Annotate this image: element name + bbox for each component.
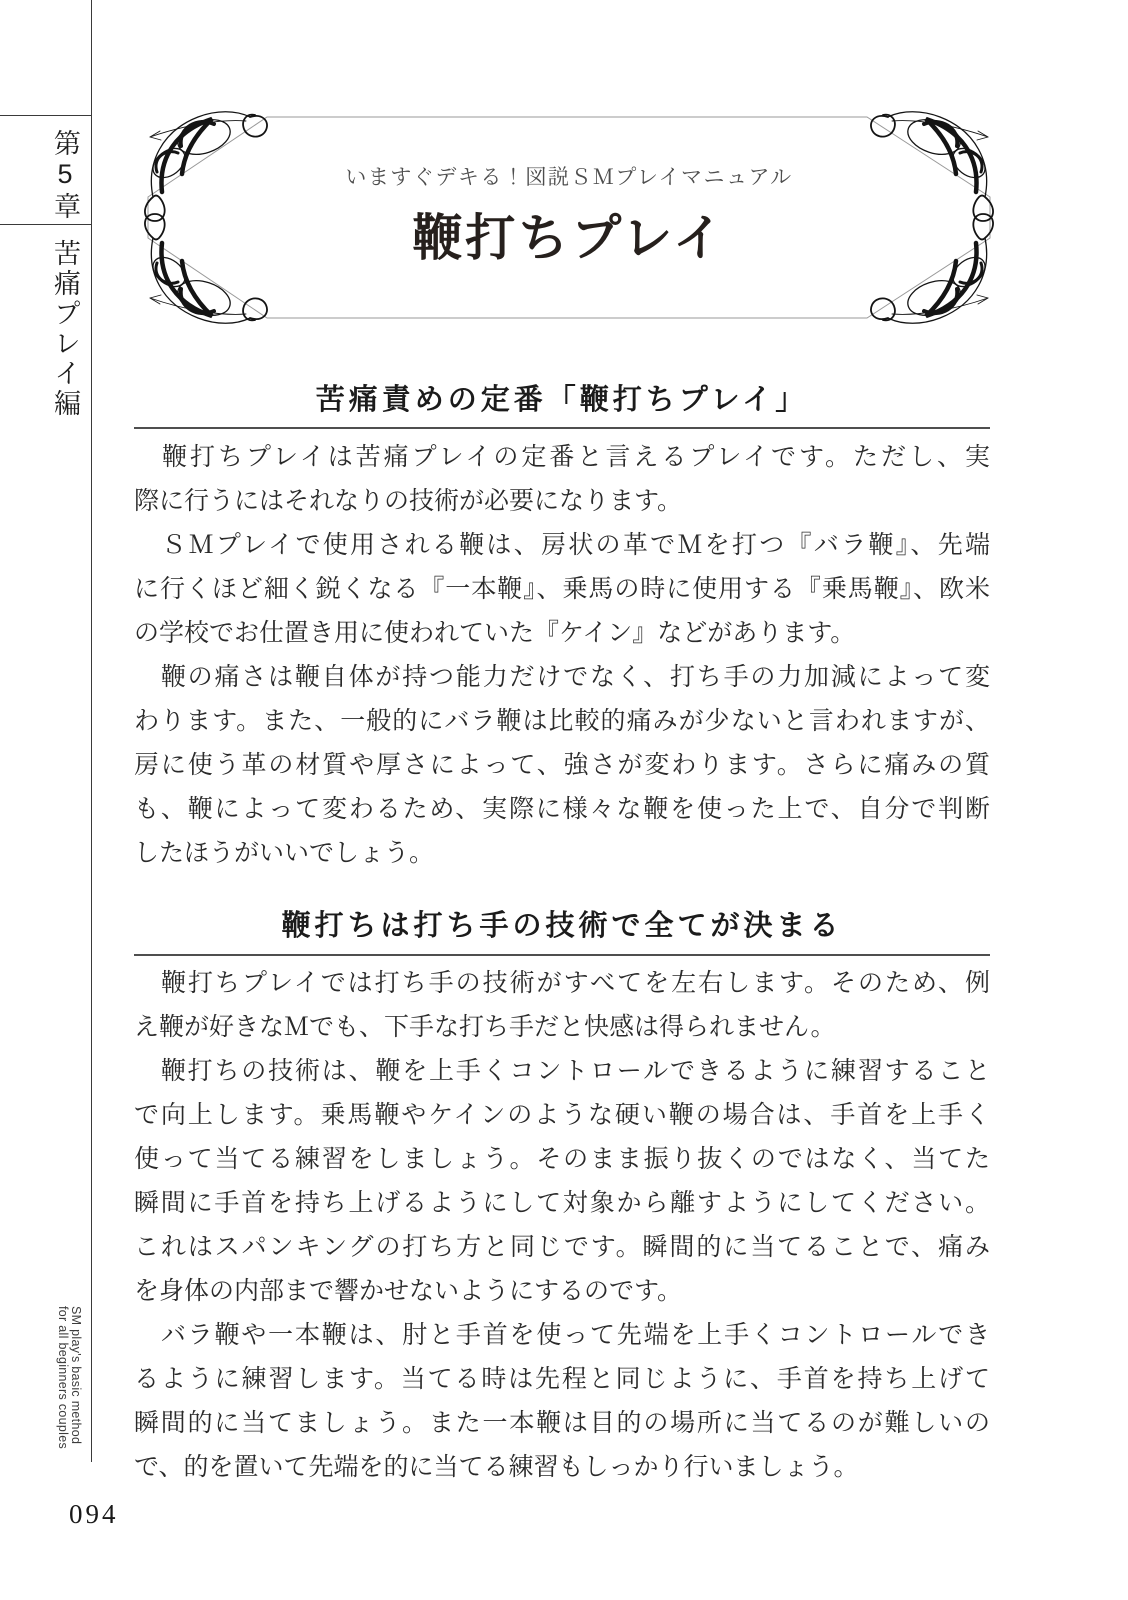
section-heading-2: 鞭打ちは打ち手の技術で全てが決まる	[281, 910, 843, 942]
body-line: るように練習します。当てる時は先程と同じように、手首を持ち上げて	[134, 1365, 990, 1393]
body-line: 鞭打ちプレイでは打ち手の技術がすべてを左右します。そのため、例	[134, 969, 990, 997]
section-body-2	[134, 961, 990, 1489]
heading-rule-1	[134, 427, 990, 429]
body-line: 瞬間に手首を持ち上げるようにして対象から離すようにしてください。	[134, 1189, 990, 1217]
body-line: 鞭打ちプレイは苦痛プレイの定番と言えるプレイです。ただし、実	[134, 443, 990, 471]
body-line: で、的を置いて先端を的に当てる練習もしっかり行いましょう。	[134, 1453, 859, 1481]
body-line: 際に行うにはそれなりの技術が必要になります。	[134, 487, 683, 515]
footer-caption-line: SM play's basic method	[69, 1306, 83, 1445]
body-line: ＳＭプレイで使用される鞭は、房状の革でＭを打つ『バラ鞭』、先端	[134, 531, 990, 559]
body-line: え鞭が好きなＭでも、下手な打ち手だと快感は得られません。	[134, 1013, 836, 1041]
body-line: 使って当てる練習をしましょう。そのまま振り抜くのではなく、当てた	[134, 1145, 990, 1173]
body-line: バラ鞭や一本鞭は、肘と手首を使って先端を上手くコントロールでき	[134, 1321, 990, 1349]
body-line: で向上します。乗馬鞭やケインのような硬い鞭の場合は、手首を上手く	[134, 1101, 990, 1129]
body-line: を身体の内部まで響かせないようにするのです。	[134, 1277, 683, 1305]
body-line: に行くほど細く鋭くなる『一本鞭』、乗馬の時に使用する『乗馬鞭』、欧米	[134, 575, 990, 603]
body-line: 瞬間的に当てましょう。また一本鞭は目的の場所に当てるのが難しいの	[134, 1409, 990, 1437]
page-number: 094	[69, 1499, 119, 1529]
body-line: 鞭の痛さは鞭自体が持つ能力だけでなく、打ち手の力加減によって変	[134, 663, 990, 691]
chapter-divider-top	[0, 115, 91, 116]
body-line: 鞭打ちの技術は、鞭を上手くコントロールできるように練習すること	[134, 1057, 990, 1085]
sidebar-vertical-rule	[91, 0, 92, 1462]
body-line: わります。また、一般的にバラ鞭は比較的痛みが少ないと言われますが、	[134, 707, 990, 735]
body-line: これはスパンキングの打ち方と同じです。瞬間的に当てることで、痛み	[134, 1233, 990, 1261]
series-subtitle: いますぐデキる！図説ＳＭプレイマニュアル	[345, 166, 793, 189]
body-line: の学校でお仕置き用に使われていた『ケイン』などがあります。	[134, 619, 856, 647]
heading-rule-2	[134, 954, 990, 956]
sidebar-chapter-label: 第5章	[50, 129, 80, 222]
body-line: 房に使う革の材質や厚さによって、強さが変わります。さらに痛みの質	[134, 751, 990, 779]
sidebar-section-label: 苦痛プレイ編	[50, 239, 80, 419]
section-heading-1: 苦痛責めの定番「鞭打ちプレイ」	[315, 384, 809, 416]
footer-vertical-caption	[56, 1306, 82, 1476]
section-body-1	[134, 435, 990, 875]
body-line: したほうがいいでしょう。	[134, 839, 435, 867]
body-line: も、鞭によって変わるため、実際に様々な鞭を使った上で、自分で判断	[134, 795, 990, 823]
page-title: 鞭打ちプレイ	[412, 210, 726, 266]
chapter-divider-bottom	[0, 224, 91, 225]
footer-caption-line: for all beginners couples	[56, 1306, 70, 1449]
